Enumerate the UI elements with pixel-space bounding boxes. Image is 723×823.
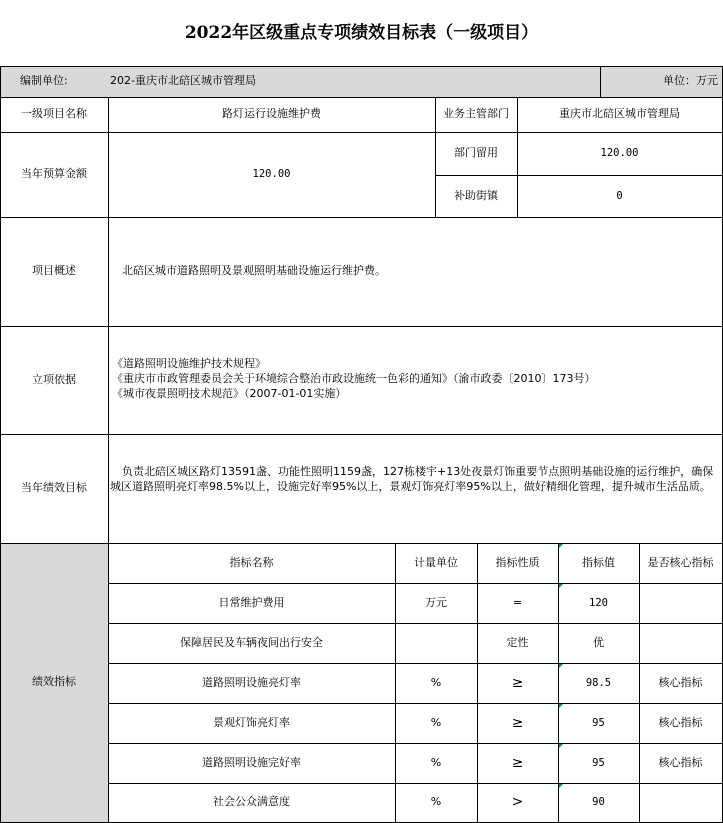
indicators-label: 绩效指标 (32, 675, 76, 689)
basis-label: 立项依据 (32, 372, 76, 386)
cell-marker (559, 664, 563, 668)
indicator-unit: % (430, 675, 442, 689)
indicator-core: 核心指标 (658, 755, 703, 769)
indicator-value: 95 (592, 756, 605, 769)
indicator-name: 日常维护费用 (218, 595, 285, 609)
indicator-value: 优 (593, 635, 604, 649)
indicator-name: 景观灯饰亮灯率 (213, 715, 290, 729)
header-core: 是否核心指标 (647, 555, 714, 569)
indicator-name: 道路照明设施亮灯率 (202, 675, 301, 689)
indicator-value: 120 (589, 596, 608, 609)
indicator-nature: ≥ (511, 754, 524, 771)
retained-value: 120.00 (600, 147, 639, 160)
indicator-nature: = (512, 595, 523, 609)
basis-item: 《城市夜景照明技术规范》（2007-01-01实施） (112, 386, 347, 400)
overview-text: 北碚区城市道路照明及景观照明基础设施运行维护费。 (122, 264, 386, 278)
goal-label: 当年绩效目标 (21, 481, 87, 495)
budget-label: 当年预算金额 (21, 167, 87, 181)
indicator-unit: % (430, 755, 442, 769)
header-unit: 计量单位 (414, 555, 458, 569)
cell-marker (559, 584, 563, 588)
cell-marker (559, 744, 563, 748)
indicator-nature: 定性 (506, 635, 529, 649)
budget-value: 120.00 (252, 168, 291, 181)
indicator-unit (395, 623, 477, 663)
indicator-name: 社会公众满意度 (213, 795, 290, 809)
indicator-name: 道路照明设施完好率 (202, 755, 301, 769)
indicator-value: 98.5 (585, 676, 612, 689)
retained-label: 部门留用 (454, 146, 498, 160)
goal-text: 负责北碚区城区路灯13591盏、功能性照明1159盏，127栋楼宇+13处夜景灯饰重要节点照明基础设施的运行维护，确保城区道路照明亮灯率98.5%以上，设施完好率95%以上，景观灯饰亮灯率95%以上，做好精细化管理，提升城市生活品质。 (110, 465, 714, 493)
project-name-value: 路灯运行设施维护费 (222, 107, 321, 121)
indicator-core (639, 783, 722, 822)
header-indicator-name: 指标名称 (229, 555, 274, 569)
cell-marker (559, 544, 563, 548)
dept-value: 重庆市北碚区城市管理局 (559, 107, 680, 121)
indicator-core (639, 583, 722, 623)
overview-label: 项目概述 (32, 264, 76, 278)
indicator-nature: ≥ (511, 674, 524, 691)
indicator-unit: % (430, 795, 442, 809)
header-nature: 指标性质 (495, 555, 540, 569)
compiler-value: 202-重庆市北碚区城市管理局 (110, 74, 256, 88)
indicator-unit: 万元 (425, 595, 447, 609)
indicator-core: 核心指标 (658, 715, 703, 729)
indicator-value: 95 (592, 716, 605, 729)
subsidy-value: 0 (616, 189, 623, 202)
indicator-value: 90 (592, 796, 605, 809)
project-name-label: 一级项目名称 (21, 107, 87, 121)
subsidy-label: 补助街镇 (454, 188, 498, 202)
dept-label: 业务主管部门 (443, 107, 509, 121)
compiler-label: 编制单位: (20, 74, 68, 88)
page-title: 2022年区级重点专项绩效目标表（一级项目） (184, 22, 539, 43)
header-value: 指标值 (582, 555, 615, 569)
indicator-core: 核心指标 (658, 675, 703, 689)
basis-item: 《道路照明设施维护技术规程》 (112, 357, 266, 370)
indicator-nature: > (511, 794, 524, 811)
indicator-unit: % (430, 715, 442, 729)
indicator-name: 保障居民及车辆夜间出行安全 (180, 635, 323, 649)
basis-list (108, 357, 722, 402)
unit-label: 单位：万元 (663, 74, 718, 88)
cell-marker (559, 784, 563, 788)
cell-marker (559, 704, 563, 708)
indicator-nature: ≥ (511, 714, 524, 731)
basis-item: 《重庆市市政管理委员会关于环境综合整治市政设施统一色彩的通知》（渝市政委〔2010〕173号） (112, 371, 596, 385)
indicator-core (639, 623, 722, 663)
